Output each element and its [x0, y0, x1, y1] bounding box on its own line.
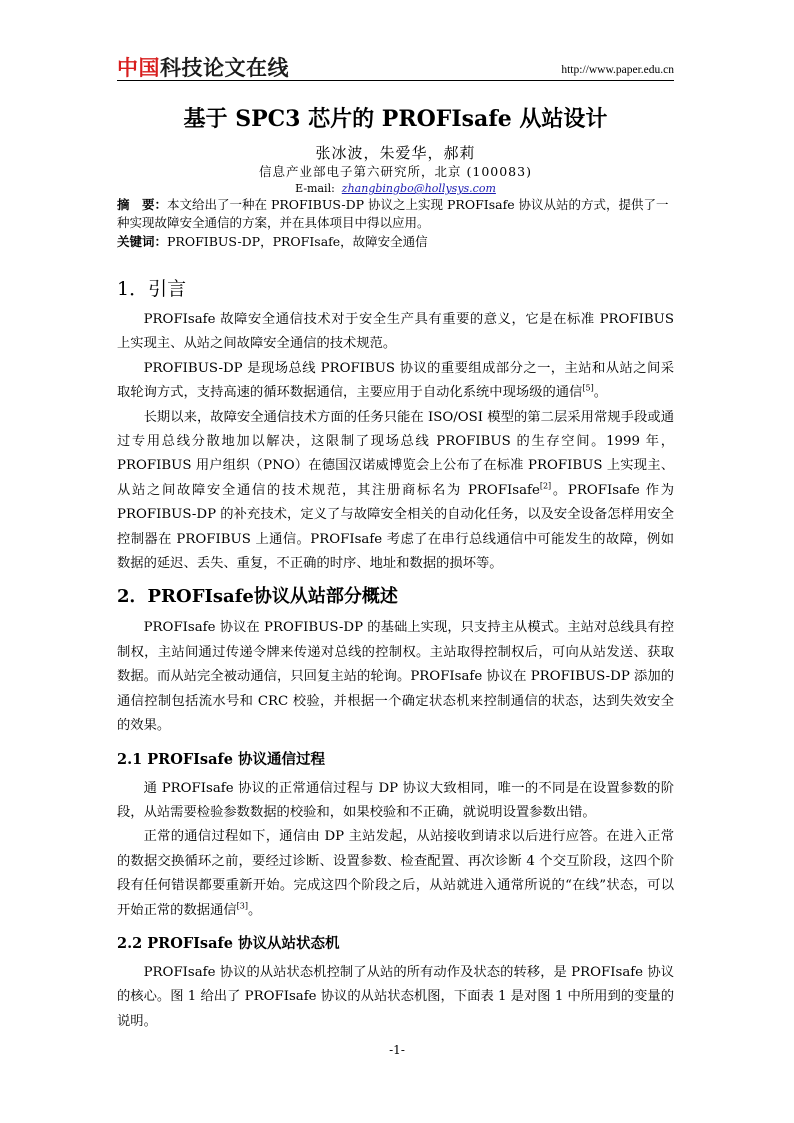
- email-line: [117, 182, 674, 196]
- section-2-1-paragraph-2: 正常的通信过程如下，通信由 DP 主站发起，从站接收到请求以后进行应答。在进入正常的数据交换循环之前，要经过诊断、设置参数、检查配置、再次诊断 4 个交互阶段，这四个阶段有任何错误都要重新开始。完成这四个阶段之后，从站就进入通常所说的“在线”状态，可以开始正常的数据通信[3]。: [117, 829, 674, 918]
- citation-ref[interactable]: [2]: [539, 481, 552, 491]
- email-link[interactable]: zhangbingbo@hollysys.com: [341, 182, 496, 195]
- section-1-paragraph-3: 长期以来，故障安全通信技术方面的任务只能在 ISO/OSI 模型的第二层采用常规手段或通过专用总线分散地加以解决，这限制了现场总线 PROFIBUS 的生存空间。1999 年，PROFIBUS 用户组织（PNO）在德国汉诺威博览会上公布了在标准 PROFIBUS 上实现主、从站之间故障安全通信的技术规范，其注册商标名为 PROFIsafe[2]。PROFIsafe 作为 PROFIBUS-DP 的补充技术，定义了与故障安全相关的自动化任务，以及安全设备怎样用安全控制器在 PROFIBUS 上通信。PROFIsafe 考虑了在串行总线通信中可能发生的故障，例如数据的延迟、丢失、重复，不正确的时序、地址和数据的损坏等。: [117, 409, 675, 572]
- section-2-2-heading: 2.2 PROFIsafe 协议从站状态机: [117, 934, 340, 952]
- site-logo[interactable]: [117, 52, 289, 78]
- paper-authors: 张冰波，朱爱华，郝莉: [315, 144, 476, 162]
- section-2-1-paragraph-1: 通 PROFIsafe 协议的正常通信过程与 DP 协议大致相同，唯一的不同是在设置参数的阶段，从站需要检验参数数据的校验和，如果校验和不正确，就说明设置参数出错。: [117, 780, 674, 820]
- header-url[interactable]: http://www.paper.edu.cn: [561, 64, 674, 76]
- keywords-text: PROFIBUS-DP，PROFIsafe，故障安全通信: [167, 234, 428, 249]
- section-1-paragraph-2: PROFIBUS-DP 是现场总线 PROFIBUS 协议的重要组成部分之一，主站和从站之间采取轮询方式，支持高速的循环数据通信，主要应用于自动化系统中现场级的通信[5]。: [117, 360, 674, 401]
- citation-ref[interactable]: [5]: [582, 383, 594, 393]
- citation-ref[interactable]: [3]: [236, 901, 249, 911]
- page-number: -1-: [389, 1043, 405, 1057]
- section-2-paragraph-1: PROFIsafe 协议在 PROFIBUS-DP 的基础上实现，只支持主从模式。主站对总线具有控制权，主站间通过传递令牌来传递对总线的控制权。主站取得控制权后，可向从站发送、获取数据。而从站完全被动通信，只回复主站的轮询。PROFIsafe 协议在 PROFIBUS-DP 添加的通信控制包括流水号和 CRC 校验，并根据一个确定状态机来控制通信的状态，达到失效安全的效果。: [117, 620, 674, 734]
- abstract-label: 摘 要：: [117, 197, 168, 212]
- email-label: E-mail:: [295, 182, 335, 195]
- paper-affiliation: 信息产业部电子第六研究所，北京 (100083): [259, 164, 532, 179]
- abstract-text: 本文给出了一种在 PROFIBUS-DP 协议之上实现 PROFIsafe 协议从站的方式，提供了一种实现故障安全通信的方案，并在具体项目中得以应用。: [117, 197, 669, 230]
- keywords-label: 关键词：: [117, 234, 168, 249]
- logo-black-text: 科技论文在线: [160, 56, 289, 80]
- header-divider: [117, 80, 674, 81]
- abstract: [117, 196, 674, 232]
- keywords: [117, 233, 674, 251]
- paper-title: 基于 SPC3 芯片的 PROFIsafe 从站设计: [183, 106, 608, 132]
- body-content: [117, 276, 674, 1034]
- section-1-heading: 1．引言: [117, 278, 187, 300]
- logo-red-text: 中国: [117, 56, 160, 80]
- section-2-2-paragraph-1: PROFIsafe 协议的从站状态机控制了从站的所有动作及状态的转移，是 PROFIsafe 协议的核心。图 1 给出了 PROFIsafe 协议的从站状态机图，下面表 1 是对图 1 中所用到的变量的说明。: [117, 964, 674, 1029]
- section-1-paragraph-1: PROFIsafe 故障安全通信技术对于安全生产具有重要的意义，它是在标准 PROFIBUS 上实现主、从站之间故障安全通信的技术规范。: [117, 312, 674, 352]
- section-2-1-heading: 2.1 PROFIsafe 协议通信过程: [117, 750, 326, 768]
- section-2-heading: 2．PROFIsafe协议从站部分概述: [117, 586, 398, 608]
